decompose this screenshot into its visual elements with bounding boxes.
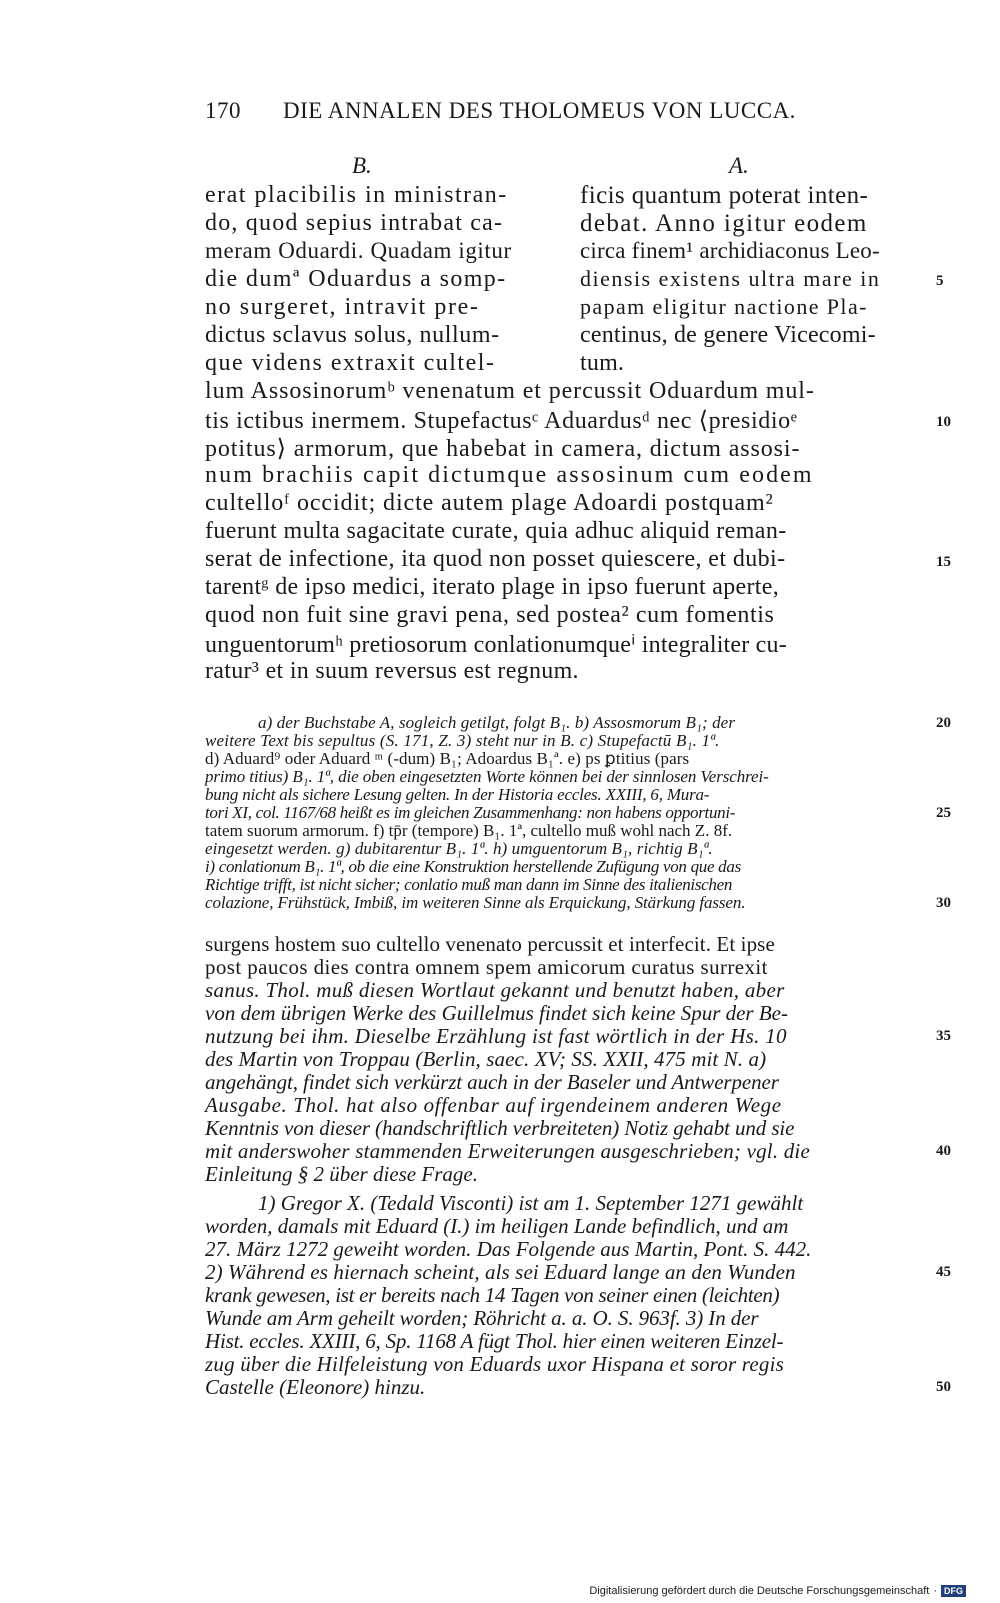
main-text-line: tarentᵍ de ipso medici, iterato plage in ipso fuerunt aperte, — [205, 574, 779, 600]
commentary-line: Einleitung § 2 über diese Frage. — [205, 1162, 478, 1186]
footnote-line: 1) Gregor X. (Tedald Visconti) ist am 1. September 1271 gewählt — [258, 1191, 804, 1215]
apparatus-line: eingesetzt werden. g) dubitarentur B₁. 1ª. h) umguentorum B₁, richtig B₁ª. — [205, 839, 713, 858]
apparatus-line: weitere Text bis sepultus (S. 171, Z. 3) steht nur in B. c) Stupefactū B₁. 1ª. — [205, 731, 720, 750]
main-text-line: quod non fuit sine gravi pena, sed postea² cum fomentis — [205, 602, 775, 628]
main-text-line: num brachiis capit dictumque assosinum cum eodem — [205, 462, 814, 488]
main-text-line: fuerunt multa sagacitate curate, quia adhuc aliquid reman- — [205, 518, 787, 544]
commentary-line: surgens hostem suo cultello venenato percussit et interfecit. Et ipse — [205, 932, 775, 956]
right-column-line: centinus, de genere Vicecomi- — [580, 322, 876, 348]
right-column-line: papam eligitur nactione Pla- — [580, 294, 868, 319]
left-column-line: erat placibilis in ministran- — [205, 182, 508, 208]
main-text-line: lum Assosinorumᵇ venenatum et percussit Oduardum mul- — [205, 378, 815, 404]
main-text-line: unguentorumʰ pretiosorum conlationumqueⁱ integraliter cu- — [205, 632, 787, 658]
footnote-line: 2) Während es hiernach scheint, als sei Eduard lange an den Wunden — [205, 1260, 796, 1284]
left-column-line: no surgeret, intravit pre- — [205, 294, 480, 320]
apparatus-line: a) der Buchstabe A, sogleich getilgt, folgt B₁. b) Assosmorum B₁; der — [258, 713, 736, 732]
commentary-line: Kenntnis von dieser (handschriftlich verbreiteten) Notiz gehabt und sie — [205, 1116, 795, 1140]
main-text-line: potitus⟩ armorum, que habebat in camera, dictum assosi- — [205, 436, 801, 462]
right-column-line: diensis existens ultra mare in — [580, 266, 881, 291]
apparatus-line: Richtige trifft, ist nicht sicher; conlatio muß man dann im Sinne des italienischen — [205, 875, 733, 894]
commentary-line: von dem übrigen Werke des Guillelmus findet sich keine Spur der Be- — [205, 1001, 788, 1025]
apparatus-line: i) conlationum B₁. 1ª, ob die eine Konstruktion herstellende Zufügung von que das — [205, 857, 741, 876]
apparatus-line: tatem suorum armorum. f) tp̄r (tempore) B₁. 1ª, cultello muß wohl nach Z. 8f. — [205, 821, 733, 840]
column-head-b: B. — [352, 153, 372, 178]
footnote-line: zug über die Hilfeleistung von Eduards uxor Hispana et soror regis — [205, 1352, 785, 1376]
line-number: 25 — [936, 805, 951, 821]
right-column-line: ficis quantum poterat inten- — [580, 182, 869, 209]
line-number: 15 — [936, 554, 951, 570]
commentary-line: angehängt, findet sich verkürzt auch in der Baseler und Antwerpener — [205, 1070, 779, 1094]
left-column-line: meram Oduardi. Quadam igitur — [205, 238, 512, 263]
page-number: 170 — [205, 98, 241, 123]
main-text-line: serat de infectione, ita quod non posset quiescere, et dubi- — [205, 546, 786, 572]
footnote-line: krank gewesen, ist er bereits nach 14 Tagen von seiner einen (leichten) — [205, 1283, 780, 1307]
apparatus-line: colazione, Frühstück, Imbiß, im weiteren Sinne als Erquickung, Stärkung fassen. — [205, 893, 746, 912]
digitization-credit — [589, 1585, 966, 1597]
apparatus-line: bung nicht als sichere Lesung gelten. In der Historia eccles. XXIII, 6, Mura- — [205, 785, 710, 804]
credit-text: Digitalisierung gefördert durch die Deutsche Forschungsgemeinschaft — [589, 1585, 930, 1597]
line-number: 10 — [936, 414, 951, 430]
dfg-logo: DFG — [941, 1585, 966, 1597]
apparatus-line: d) Aduard⁹ oder Aduard ᵐ (-dum) B₁; Adoardus B₁ª. e) ps ꝑtitius (pars — [205, 749, 690, 768]
line-number: 45 — [936, 1264, 951, 1280]
left-column-line: die dumª Oduardus a somp- — [205, 266, 507, 292]
commentary-line: des Martin von Troppau (Berlin, saec. XV; SS. XXII, 475 mit N. a) — [205, 1047, 767, 1071]
footnote-line: worden, damals mit Eduard (I.) im heiligen Lande befindlich, und am — [205, 1214, 789, 1238]
left-column-line: que videns extraxit cultel- — [205, 350, 496, 376]
running-title: DIE ANNALEN DES THOLOMEUS VON LUCCA. — [283, 98, 796, 123]
left-column-line: do, quod sepius intrabat ca- — [205, 210, 504, 236]
line-number: 35 — [936, 1028, 951, 1044]
separator-dot: · — [933, 1585, 937, 1597]
commentary-line: mit anderswoher stammenden Erweiterungen ausgeschrieben; vgl. die — [205, 1139, 810, 1163]
main-text-line: cultelloᶠ occidit; dicte autem plage Adoardi postquam² — [205, 490, 774, 516]
footnote-line: 27. März 1272 geweiht worden. Das Folgende aus Martin, Pont. S. 442. — [205, 1237, 812, 1261]
right-column-line: debat. Anno igitur eodem — [580, 210, 868, 237]
commentary-line: nutzung bei ihm. Dieselbe Erzählung ist fast wörtlich in der Hs. 10 — [205, 1024, 787, 1048]
apparatus-line: primo titius) B₁. 1ª, die oben eingesetzten Worte können bei der sinnlosen Verschrei- — [205, 767, 769, 786]
right-column-line: circa finem¹ archidiaconus Leo- — [580, 238, 880, 263]
footnote-line: Castelle (Eleonore) hinzu. — [205, 1375, 426, 1399]
line-number: 5 — [936, 273, 944, 289]
commentary-line: Ausgabe. Thol. hat also offenbar auf irgendeinem anderen Wege — [205, 1093, 782, 1117]
footnote-line: Wunde am Arm geheilt worden; Röhricht a. a. O. S. 963f. 3) In der — [205, 1306, 759, 1330]
line-number: 40 — [936, 1143, 951, 1159]
apparatus-line: tori XI, col. 1167/68 heißt es im gleichen Zusammenhang: non habens opportuni- — [205, 803, 736, 822]
commentary-line: post paucos dies contra omnem spem amicorum curatus surrexit — [205, 955, 768, 979]
left-column-line: dictus sclavus solus, nullum- — [205, 322, 500, 348]
column-head-a: A. — [729, 153, 749, 178]
right-column-line: tum. — [580, 350, 625, 376]
main-text-line: ratur³ et in suum reversus est regnum. — [205, 658, 579, 684]
line-number: 50 — [936, 1379, 951, 1395]
line-number: 20 — [936, 715, 951, 731]
running-head — [205, 98, 845, 124]
commentary-line: sanus. Thol. muß diesen Wortlaut gekannt und benutzt haben, aber — [205, 978, 785, 1002]
footnote-line: Hist. eccles. XXIII, 6, Sp. 1168 A fügt Thol. hier einen weiteren Einzel- — [205, 1329, 784, 1353]
main-text-line: tis ictibus inermem. Stupefactusᶜ Aduardusᵈ nec ⟨presidioᵉ — [205, 408, 798, 434]
line-number: 30 — [936, 895, 951, 911]
